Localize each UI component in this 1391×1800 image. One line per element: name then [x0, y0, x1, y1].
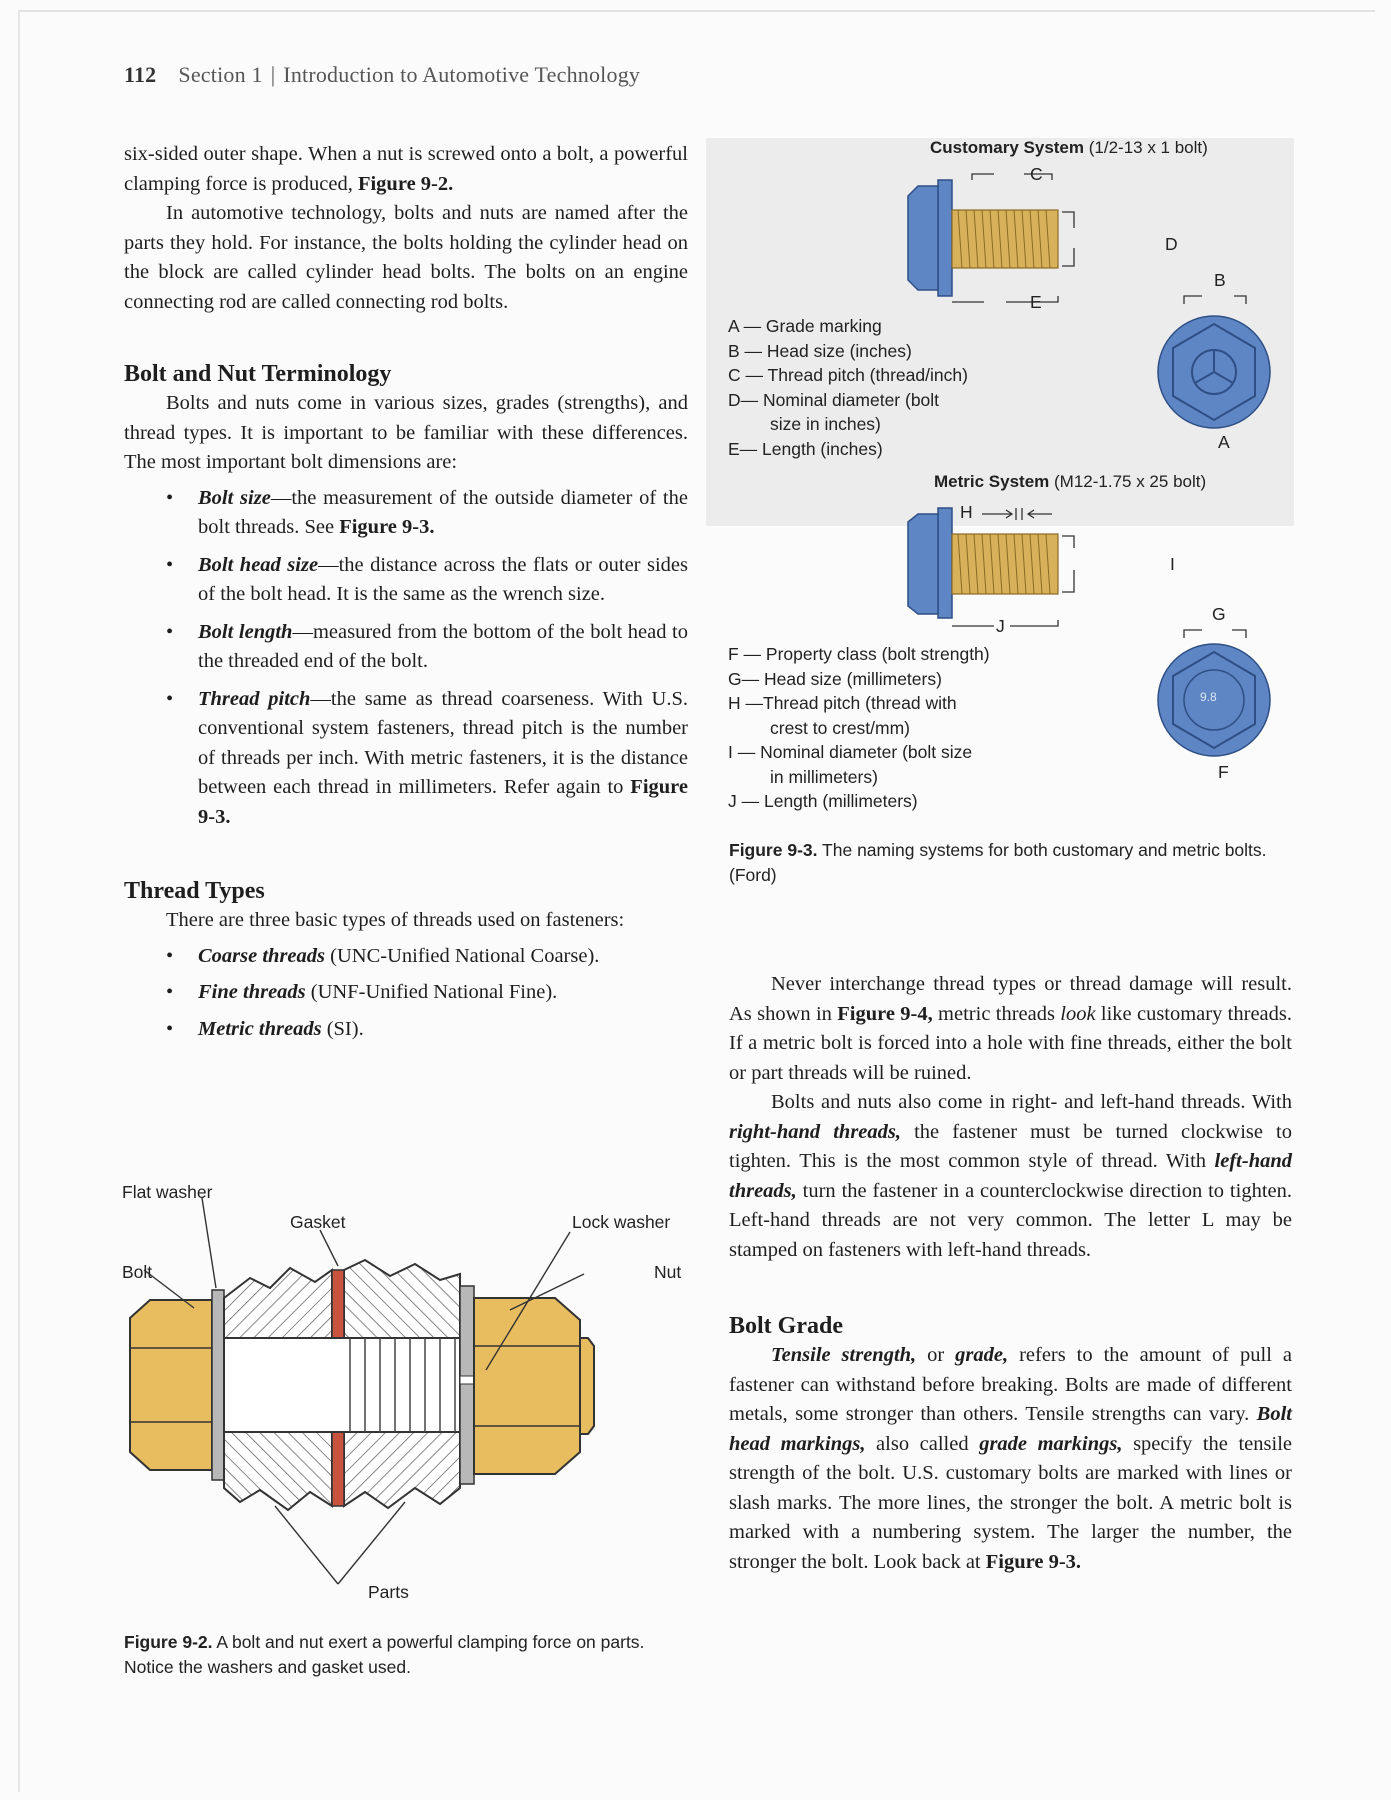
dim-letter-b: B: [1214, 270, 1226, 290]
term-grade-markings: grade markings,: [979, 1432, 1123, 1455]
key-line: in millimeters): [770, 766, 878, 787]
text-run: Bolts and nuts also come in right- and left-hand threads. With: [771, 1091, 1292, 1113]
hand-threads-paragraph: [729, 1088, 1292, 1265]
flat-washer: [212, 1290, 224, 1480]
text-run: turn the fastener in a counterclockwise direction to tighten. Left-hand threads are not very common. The letter L may be stamped on fasteners with left-hand threads.: [729, 1179, 1292, 1261]
label-flat-washer: Flat washer: [122, 1182, 213, 1202]
intro-paragraph-1: [124, 140, 688, 199]
list-item: [166, 1015, 688, 1045]
metric-bolt-head: [908, 514, 938, 614]
text-run: specify the tensile strength of the bolt. U.S. customary bolts are marked with lines or slash marks. The more lines, the stronger the bolt. A metric bolt is marked with a numbering system. The larger the number, the stronger the bolt. Look back at: [729, 1432, 1292, 1573]
term-fine-threads: Fine threads: [198, 981, 306, 1003]
text-run: the fastener must be turned clockwise to tighten. This is the most common style of thread. With: [729, 1120, 1292, 1172]
dim-letter-h: H: [960, 502, 973, 522]
lower-part-left: [224, 1432, 332, 1510]
key-line: C — Thread pitch (thread/inch): [728, 365, 968, 385]
term-bolt-size: Bolt size: [198, 486, 271, 509]
emphasis-look: look: [1060, 1002, 1096, 1025]
list-item: [166, 618, 688, 677]
heading-bolt-nut-terminology: Bolt and Nut Terminology: [124, 361, 392, 387]
text-run: like customary threads. If a metric bolt is forced into a hole with fine threads, either the bolt or part threads will be ruined.: [729, 1002, 1293, 1084]
list-item-text: (SI).: [321, 1017, 364, 1040]
intro-paragraph-2: In automotive technology, bolts and nuts are named after the parts they hold. For instance, the bolts holding the cylinder head on the block are called cylinder head bolts. The bolts on an engine connecting rod are called connecting rod bolts.: [124, 202, 688, 313]
text-run: or: [916, 1344, 956, 1366]
list-item: [166, 551, 688, 610]
list-item-text: (UNF-Unified National Fine).: [305, 981, 558, 1003]
header-separator: |: [270, 62, 276, 87]
dim-letter-j: J: [996, 616, 1005, 636]
bolt-head: [130, 1300, 212, 1470]
key-line: J — Length (millimeters): [728, 791, 918, 811]
gasket-bottom: [332, 1432, 344, 1506]
figure-9-3-ref: Figure 9-3.: [198, 776, 688, 828]
interchange-paragraph: [729, 970, 1292, 1088]
dimension-list: [124, 484, 688, 833]
metric-bolt-flange: [938, 508, 952, 618]
caption-text: A bolt and nut exert a powerful clamping force on parts. Notice the washers and gasket used.: [124, 1632, 645, 1677]
label-lock-washer: Lock washer: [572, 1212, 671, 1232]
term-bolt-head-markings: Bolt head markings,: [729, 1403, 1292, 1455]
figure-9-4-ref: Figure 9-4,: [837, 1002, 933, 1025]
bolt-end: [580, 1338, 594, 1434]
key-line: E— Length (inches): [728, 438, 883, 459]
metric-key: [728, 642, 990, 814]
list-item-text: —the distance across the flats or outer sides of the bolt head. It is the same as the wrench size.: [198, 553, 688, 605]
text-run: metric threads: [932, 1002, 1061, 1025]
term-left-hand-threads: left-hand threads,: [729, 1150, 1292, 1202]
term-coarse-threads: Coarse threads: [198, 944, 326, 967]
figure-9-2-ref: Figure 9-2.: [357, 172, 454, 195]
thread-type-list: [124, 942, 688, 1045]
list-item-text: —the same as thread coarseness. With U.S. conventional system fasteners, thread pitch is the number of threads per inch. With metric fasteners, it is the distance between each thread in millimeters. Refer again to: [198, 687, 688, 798]
intro-p1-text: six-sided outer shape. When a nut is screwed onto a bolt, a powerful clamping force is produced,: [124, 143, 688, 195]
customary-bolt-flange: [938, 180, 952, 296]
customary-head-end-view: [1158, 316, 1270, 428]
customary-spec: (1/2-13 x 1 bolt): [1084, 138, 1208, 157]
text-run: also called: [865, 1432, 980, 1455]
upper-part-left: [224, 1268, 332, 1338]
lock-washer: [460, 1286, 474, 1484]
dim-letter-e: E: [1030, 292, 1042, 312]
term-thread-pitch: Thread pitch: [198, 687, 311, 710]
grade-paragraph: [729, 1341, 1292, 1577]
metric-spec: (M12-1.75 x 25 bolt): [1049, 472, 1207, 491]
key-line: H —Thread pitch (thread with: [728, 693, 957, 713]
figure-9-2-caption: [124, 1630, 694, 1680]
metric-title-bold: Metric System: [934, 472, 1050, 491]
list-item: [166, 484, 688, 543]
key-line: D— Nominal diameter (bolt: [728, 389, 940, 410]
figure-9-3-ref: Figure 9-3.: [985, 1550, 1082, 1573]
list-item-text: —measured from the bottom of the bolt head to the threaded end of the bolt.: [198, 620, 688, 672]
section-title: Introduction to Automotive Technology: [283, 62, 641, 87]
dim-letter-i: I: [1170, 554, 1175, 574]
term-metric-threads: Metric threads: [198, 1017, 322, 1040]
dim-letter-c: C: [1030, 164, 1043, 184]
customary-title-bold: Customary System: [930, 138, 1085, 157]
figure-9-3-caption: [729, 838, 1294, 888]
label-gasket: Gasket: [290, 1212, 346, 1232]
key-line: crest to crest/mm): [770, 717, 911, 738]
caption-figure-number: Figure 9-3.: [729, 840, 818, 860]
lower-part-right: [344, 1432, 460, 1508]
list-item-text: (UNC-Unified National Coarse).: [325, 944, 600, 967]
key-line: F — Property class (bolt strength): [728, 644, 990, 664]
key-line: A — Grade marking: [728, 316, 882, 336]
bolt-nut-assembly-illustration: [110, 1170, 700, 1650]
nut: [474, 1298, 580, 1474]
caption-figure-number: Figure 9-2.: [124, 1632, 213, 1652]
property-class-mark: 9.8: [1200, 690, 1217, 704]
key-line: I — Nominal diameter (bolt size: [728, 742, 973, 762]
label-bolt: Bolt: [122, 1262, 153, 1282]
key-line: size in inches): [770, 414, 881, 434]
key-line: B — Head size (inches): [728, 340, 912, 361]
right-column: [729, 970, 1292, 1577]
left-column: [124, 140, 688, 1051]
list-item: [166, 978, 688, 1008]
heading-bolt-grade: Bolt Grade: [729, 1313, 843, 1339]
label-parts: Parts: [368, 1582, 409, 1602]
page-number: 112: [124, 62, 157, 87]
figure-9-2: [110, 1170, 700, 1650]
dim-letter-f: F: [1218, 762, 1229, 782]
term-grade: grade,: [955, 1344, 1009, 1366]
term-right-hand-threads: right-hand threads,: [729, 1120, 902, 1143]
term-bolt-head-size: Bolt head size: [198, 553, 319, 576]
label-nut: Nut: [654, 1262, 682, 1282]
text-run: refers to the amount of pull a fastener can withstand before breaking. Bolts are made of different metals, some stronger than others. Tensile strengths can vary.: [729, 1344, 1292, 1425]
term-tensile-strength: Tensile strength,: [771, 1344, 917, 1366]
metric-system-title: [934, 472, 1206, 492]
gasket-top: [332, 1270, 344, 1338]
dim-letter-d: D: [1165, 234, 1178, 254]
text-run: Never interchange thread types or thread damage will result. As shown in: [729, 973, 1292, 1025]
term-bolt-length: Bolt length: [198, 620, 293, 643]
list-item: [166, 685, 688, 833]
heading-thread-types: Thread Types: [124, 878, 265, 904]
customary-bolt-head: [908, 186, 938, 290]
upper-part-right: [344, 1260, 460, 1338]
caption-text: The naming systems for both customary and metric bolts. (Ford): [729, 840, 1267, 885]
dim-letter-g: G: [1212, 604, 1226, 624]
terminology-paragraph: Bolts and nuts come in various sizes, grades (strengths), and thread types. It is important to be familiar with these differences. The most important bolt dimensions are:: [124, 392, 688, 473]
figure-9-3-ref: Figure 9-3.: [339, 516, 435, 538]
section-label: Section 1: [178, 62, 263, 87]
customary-system-title: [930, 138, 1208, 158]
running-header: [124, 62, 640, 88]
figure-9-3: [706, 130, 1306, 830]
thread-paragraph: There are three basic types of threads used on fasteners:: [166, 909, 625, 931]
list-item-text: —the measurement of the outside diameter of the bolt threads. See: [198, 486, 688, 538]
dim-letter-a: A: [1218, 432, 1230, 452]
key-line: G— Head size (millimeters): [728, 668, 942, 689]
customary-key: [728, 314, 968, 461]
list-item: [166, 942, 688, 972]
